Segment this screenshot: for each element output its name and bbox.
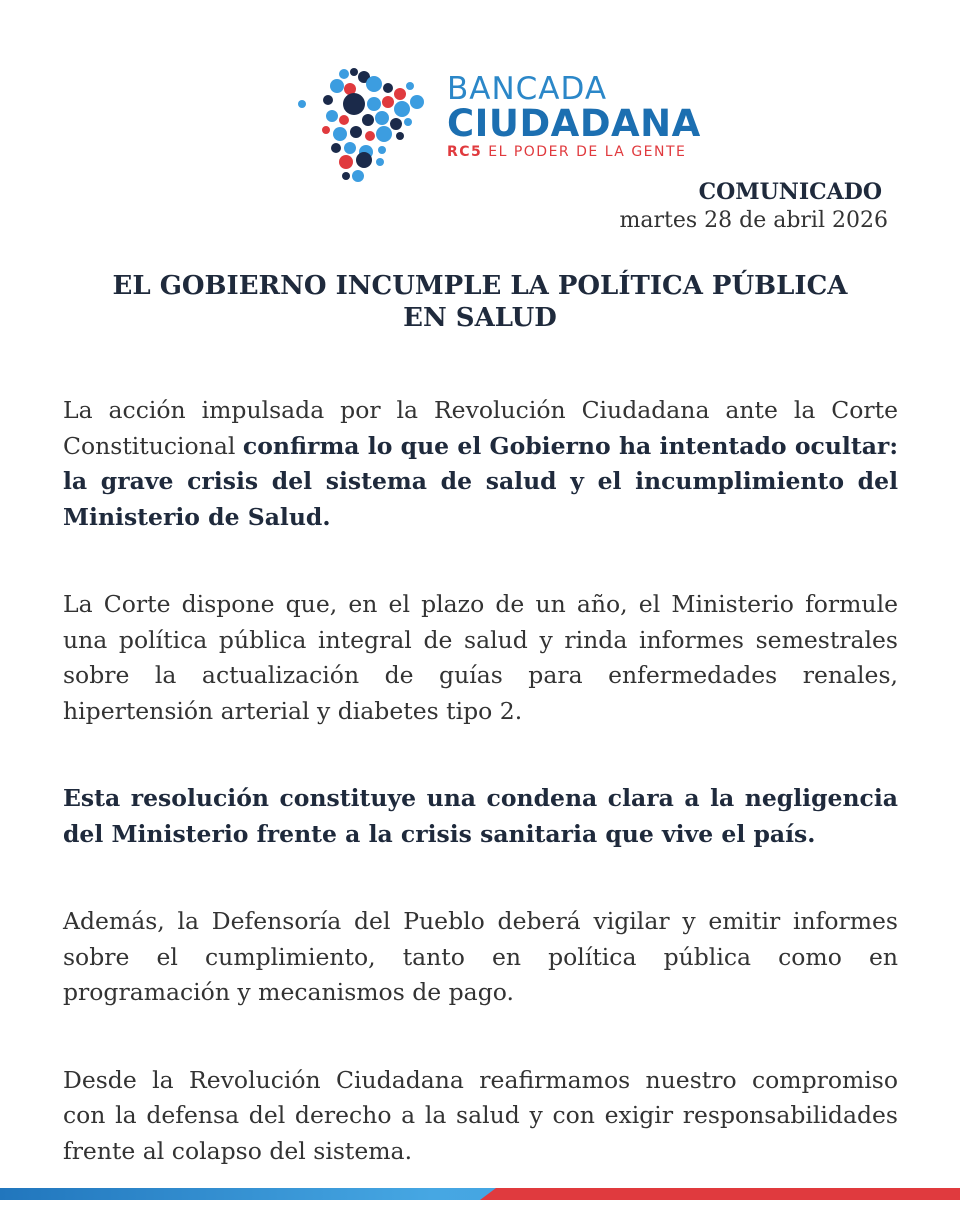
communique-header — [620, 178, 889, 236]
footer-stripe-red — [480, 1188, 960, 1200]
paragraph-1 — [63, 393, 898, 535]
brand-line2: CIUDADANA — [447, 102, 701, 145]
title-line1: EL GOBIERNO INCUMPLE LA POLÍTICA PÚBLICA — [112, 271, 848, 301]
paragraph-3 — [63, 781, 898, 852]
brand-wordmark — [447, 71, 701, 161]
brand-line1: BANCADA — [447, 71, 608, 107]
paragraph-1-normal: La acción impulsada por la Revolución Ciudadana ante la Corte Constitucional — [63, 396, 898, 460]
paragraph-3-bold: Esta resolución constituye una condena clara a la negligencia del Ministerio frente a la crisis sanitaria que vive el país. — [63, 784, 898, 848]
brand-tagline: EL PODER DE LA GENTE — [488, 144, 687, 160]
communique-label: COMUNICADO — [698, 179, 882, 205]
logo — [292, 64, 712, 189]
article-body — [63, 393, 898, 1221]
title-line2: EN SALUD — [403, 303, 557, 333]
paragraph-2: La Corte dispone que, en el plazo de un año, el Ministerio formule una política pública integral de salud y rinda informes semestrales sobre la actualización de guías para enfermedades renales, hipertensión arterial y diabetes tipo 2. — [63, 590, 898, 725]
paragraph-4: Además, la Defensoría del Pueblo deberá vigilar y emitir informes sobre el cumplimiento, tanto en política pública como en programación y mecanismos de pago. — [63, 907, 898, 1006]
paragraph-5: Desde la Revolución Ciudadana reafirmamos nuestro compromiso con la defensa del derecho a la salud y con exigir responsabilidades frente al colapso del sistema. — [63, 1065, 898, 1165]
footer-stripe — [0, 1188, 960, 1200]
page-title — [60, 270, 900, 334]
dots-map-icon — [292, 64, 442, 189]
communique-date: martes 28 de abril 2026 — [619, 208, 888, 233]
brand-prefix: RC5 — [447, 144, 483, 160]
paragraph-1-bold: confirma lo que el Gobierno ha intentado ocultar: la grave crisis del sistema de salud y el incumplimiento del Ministerio de Salud. — [63, 431, 898, 531]
brand-tagline-row — [447, 143, 701, 161]
